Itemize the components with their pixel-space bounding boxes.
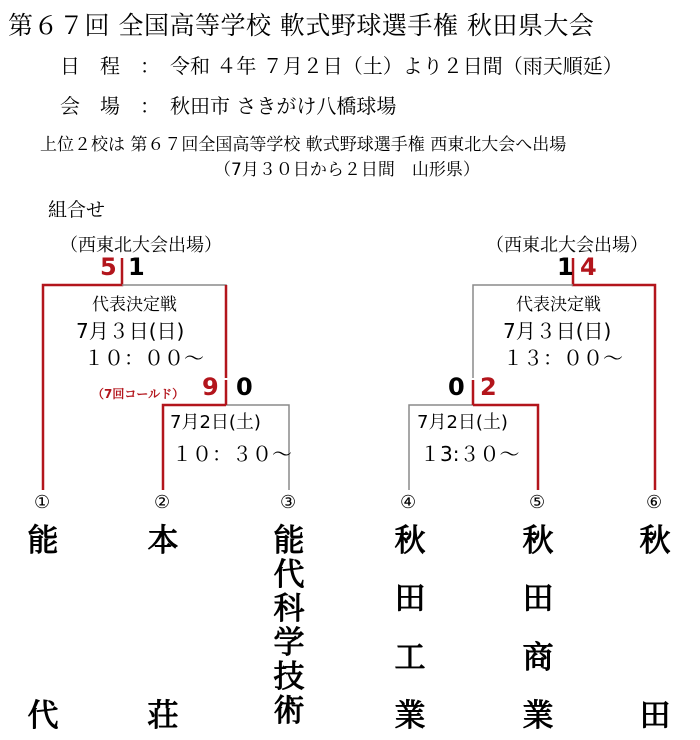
final-left-score-winner: 5 xyxy=(100,253,117,281)
final-left-score-loser: 1 xyxy=(128,253,145,281)
team-1-char: 能 xyxy=(27,523,59,559)
advance-note: 上位２校は 第６７回全国高等学校 軟式野球選手権 西東北大会へ出場 xyxy=(40,135,567,155)
team-number-4: ④ xyxy=(400,492,417,513)
team-2-char: 荘 xyxy=(147,698,179,734)
team-5-char: 田 xyxy=(522,581,554,617)
team-5-char: 業 xyxy=(522,698,554,734)
team-5-char: 商 xyxy=(522,640,554,676)
semi-left-date: 7月2日(土) xyxy=(170,412,261,433)
team-3-char: 代 xyxy=(273,557,305,593)
team-number-5: ⑤ xyxy=(529,492,546,513)
team-3-char: 科 xyxy=(273,591,305,627)
advance-label-left: （西東北大会出場） xyxy=(60,235,222,256)
semi-left-note: （7回コールド） xyxy=(92,387,185,401)
team-2-char: 本 xyxy=(147,523,179,559)
final-right-score-winner: 4 xyxy=(580,253,597,281)
final-left-label: 代表決定戦 xyxy=(92,295,177,315)
team-number-1: ① xyxy=(34,492,51,513)
team-3-char: 能 xyxy=(273,523,305,559)
schedule-value: 令和 ４年 ７月２日（土）より２日間（雨天順延） xyxy=(170,54,623,78)
team-5-char: 秋 xyxy=(522,523,554,559)
team-number-3: ③ xyxy=(280,492,297,513)
semi-right-date: 7月2日(土) xyxy=(417,412,508,433)
page-title: 第６７回 全国高等学校 軟式野球選手権 秋田県大会 xyxy=(8,11,595,40)
team-4-char: 秋 xyxy=(394,523,426,559)
team-6-char: 秋 xyxy=(639,523,671,559)
semi-right-score-winner: 2 xyxy=(480,373,497,401)
team-4-char: 工 xyxy=(394,640,426,676)
bracket-heading: 組合せ xyxy=(48,199,106,221)
venue-label: 会 場 ： xyxy=(60,94,160,118)
team-number-2: ② xyxy=(154,492,171,513)
final-right-date: 7月３日(日) xyxy=(503,319,612,343)
schedule-label: 日 程 ： xyxy=(60,54,160,78)
final-right-time: １３：００～ xyxy=(503,346,623,370)
venue-value: 秋田市 さきがけ八橋球場 xyxy=(170,94,397,118)
team-4-char: 業 xyxy=(394,698,426,734)
advance-sub: （7月３０日から２日間 山形県） xyxy=(214,160,480,180)
semi-left-score-loser: 0 xyxy=(236,373,253,401)
semi-right-score-loser: 0 xyxy=(448,373,465,401)
final-left-date: 7月３日(日) xyxy=(76,319,185,343)
team-3-char: 技 xyxy=(273,659,305,695)
semi-right-time: １3:３０～ xyxy=(420,442,520,466)
final-left-time: １０：００～ xyxy=(84,346,204,370)
advance-label-right: （西東北大会出場） xyxy=(486,235,648,256)
team-3-char: 学 xyxy=(273,625,305,661)
team-6-char: 田 xyxy=(639,698,671,734)
team-4-char: 田 xyxy=(394,581,426,617)
final-right-score-loser: 1 xyxy=(557,253,574,281)
semi-left-score-winner: 9 xyxy=(202,373,219,401)
team-1-char: 代 xyxy=(27,698,59,734)
final-right-label: 代表決定戦 xyxy=(516,295,601,315)
semi-left-time: １０：３０～ xyxy=(172,442,292,466)
team-number-6: ⑥ xyxy=(646,492,663,513)
team-3-char: 術 xyxy=(273,693,305,729)
